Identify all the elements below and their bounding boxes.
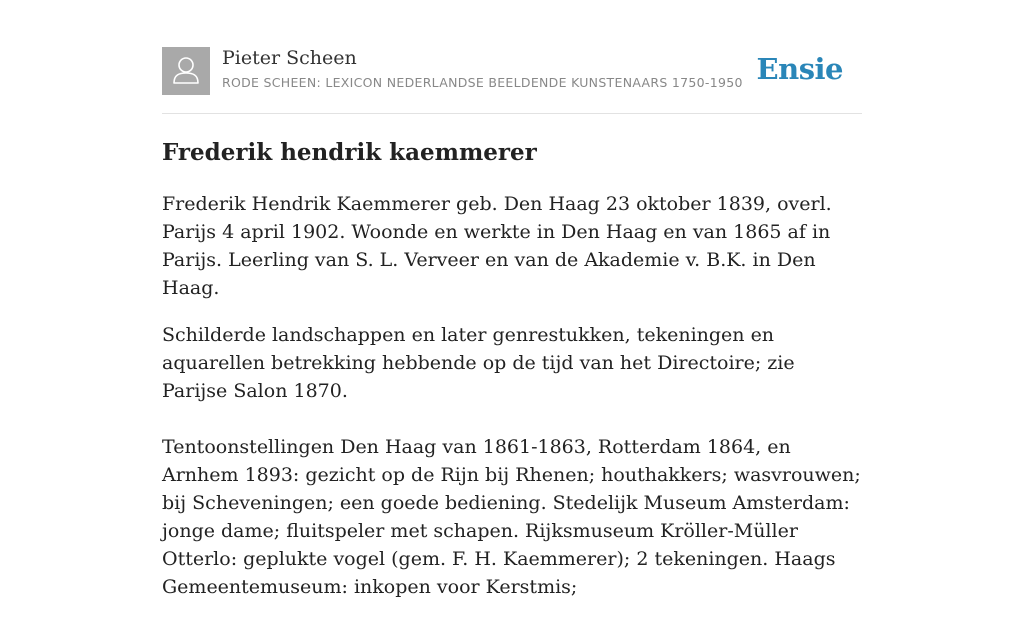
article-title: Frederik hendrik kaemmerer (162, 139, 537, 166)
paragraph-biography: Frederik Hendrik Kaemmerer geb. Den Haag 23 oktober 1839, overl. Parijs 4 april 1902. Woonde en werkte in Den Haag en van 1865 af in Parijs. Leerling van S. L. Verveer en van de Akademie v. B.K. in Den Haag. (162, 193, 832, 299)
page (162, 0, 862, 598)
paragraph-exhibitions: Tentoonstellingen Den Haag van 1861-1863, Rotterdam 1864, en Arnhem 1893: gezicht op de Rijn bij Rhenen; houthakkers; wasvrouwen; bij Scheveningen; een goede bediening. Stedelijk Museum Amsterdam: jonge dame; fluitspeler met schapen. Rijksmuseum Kröller-Müller Otterlo: geplukte vogel (gem. F. H. Kaemmerer); 2 tekeningen. Haags Gemeentemuseum: inkopen voor Kerstmis; (162, 436, 861, 598)
ensie-logo[interactable]: Ensie (756, 52, 843, 86)
article-header (162, 46, 862, 114)
user-avatar-icon[interactable] (162, 47, 210, 95)
source-name[interactable]: RODE SCHEEN: LEXICON NEDERLANDSE BEELDENDE KUNSTENAARS 1750-1950 (222, 75, 743, 90)
article-body (162, 190, 862, 620)
paragraph-work: Schilderde landschappen en later genrestukken, tekeningen en aquarellen betrekking hebbende op de tijd van het Directoire; zie Parijse Salon 1870. (162, 324, 795, 402)
author-name[interactable]: Pieter Scheen (222, 47, 357, 69)
